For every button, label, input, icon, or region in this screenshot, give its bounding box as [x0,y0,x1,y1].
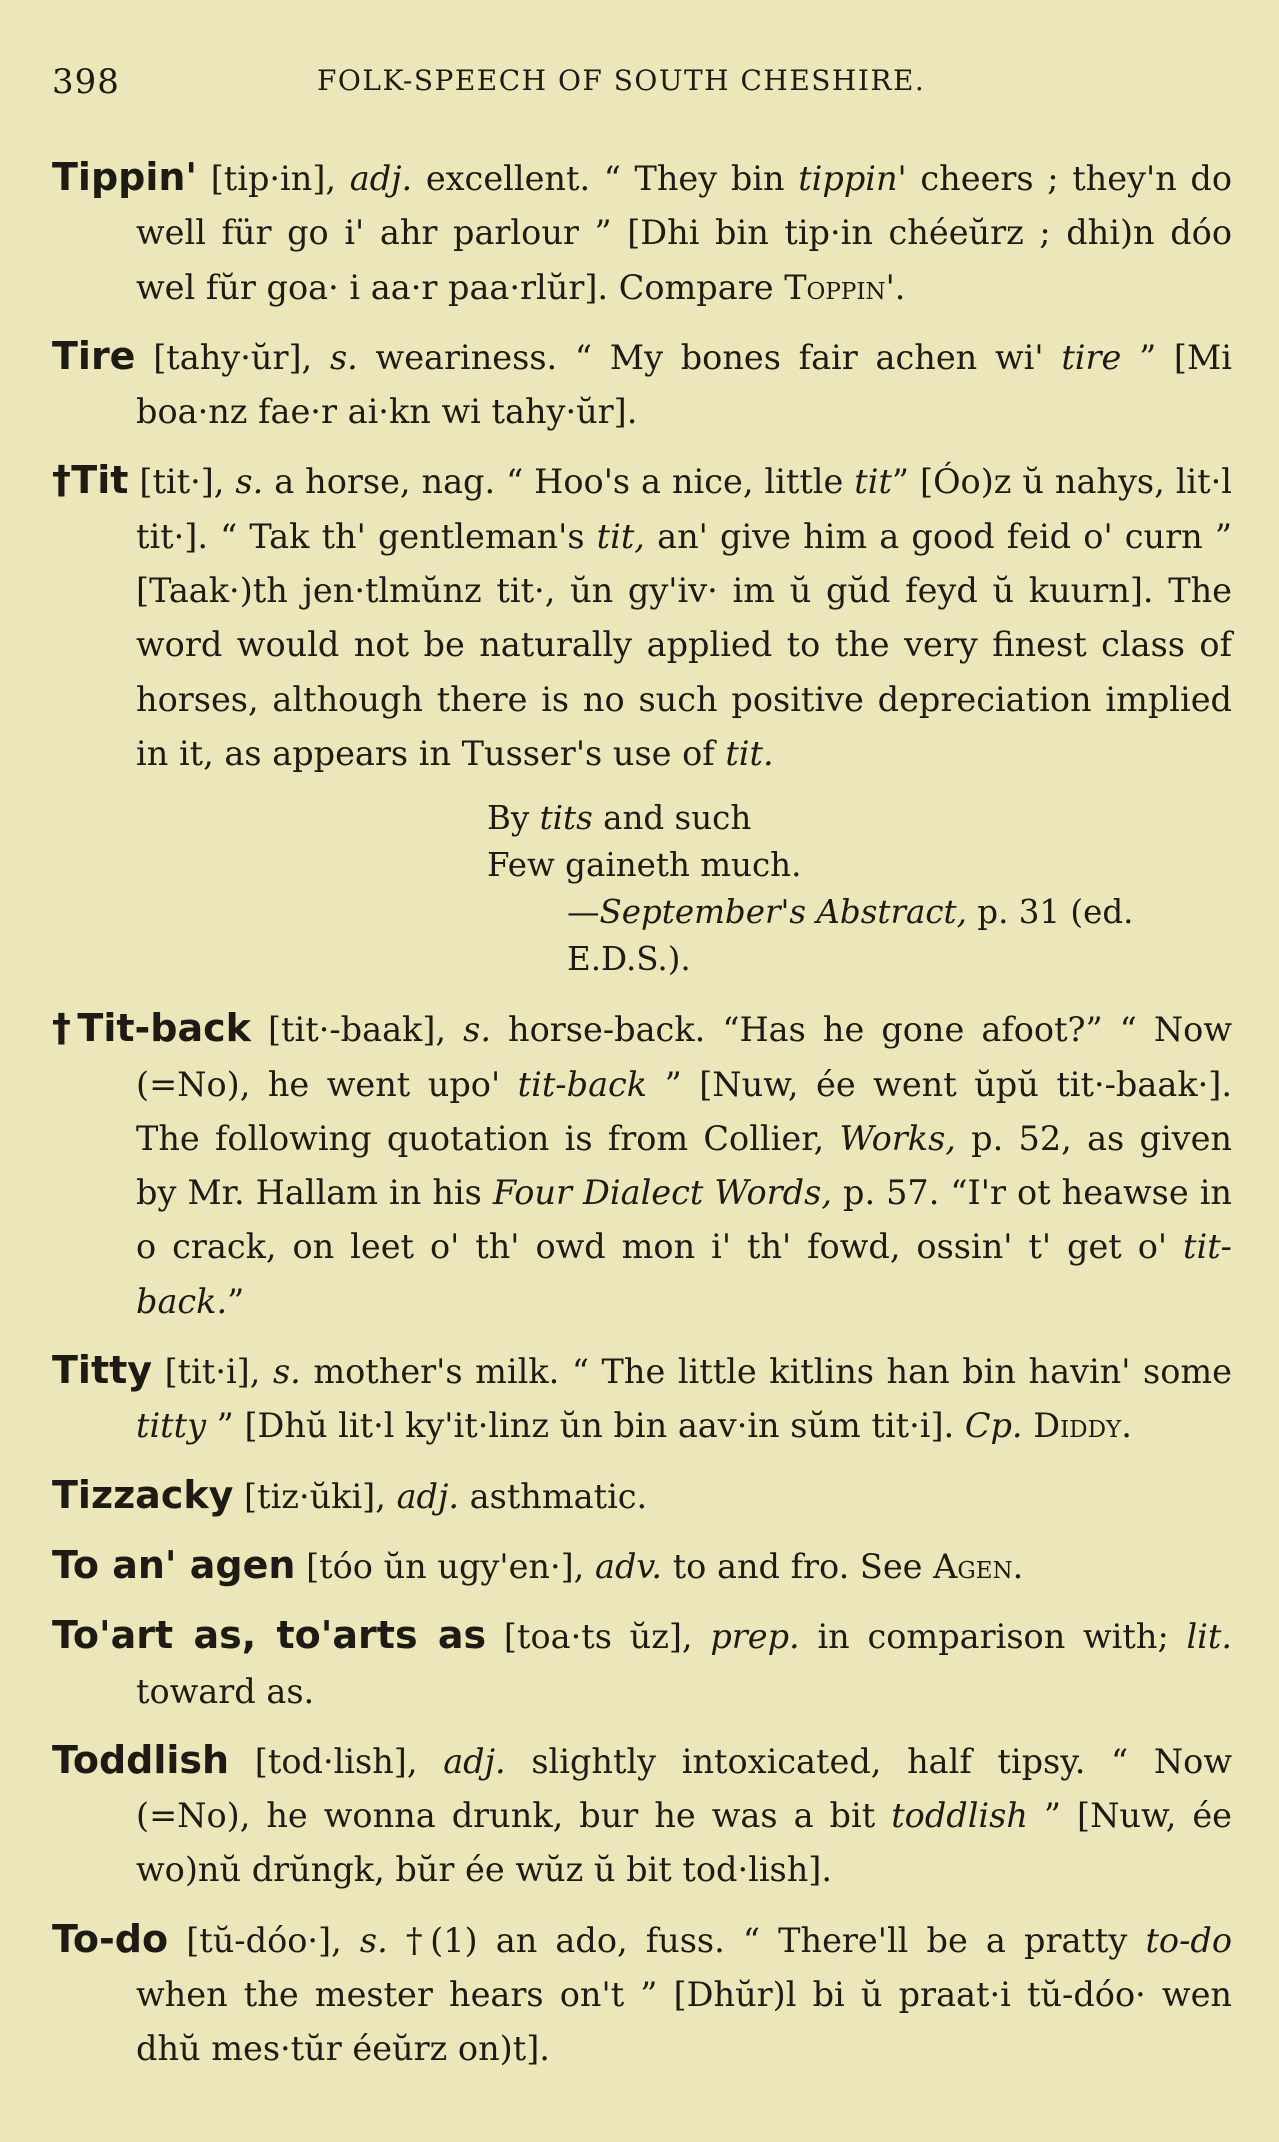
quoted-word: toddlish [891,1796,1028,1836]
dictionary-entries [52,150,1232,2091]
part-of-speech: s. [329,337,358,377]
pronunciation: [tóo ŭn ugy'en·], [306,1546,585,1586]
part-of-speech: adv. [595,1546,663,1586]
definition: †(1) an ado, fuss. “ There'll be a pratty [405,1920,1146,1960]
quoted-word: tit [854,462,892,502]
part-of-speech: adj. [349,159,413,198]
entry-toart-as [52,1608,1232,1719]
verse-line-1 [487,795,1232,842]
definition-cont: toward as. [136,1671,315,1711]
entry-tippin [52,150,1232,315]
quoted-word: tippin' [798,159,907,198]
pronunciation: [tod·lish], [254,1741,418,1781]
verse-source [487,889,1232,983]
definition-cont-2: an' give him a good feid o' curn ” [Taak·)th jen·tlmŭnz tit·, ŭn gy'iv· im ŭ gŭd feyd ŭ kuurn]. The word would not be naturally applied to the very finest class of horses, although there is no such positive depreciation implied in it, as appears in Tusser's use of [136,516,1232,773]
definition: in comparison with; [817,1617,1187,1657]
headword: To'art as, to'arts as [52,1613,487,1658]
literal-abbrev: lit. [1186,1617,1233,1657]
definition: slightly intoxicated, half tipsy. “ Now (=No), he wonna drunk, bur he was a bit [136,1741,1232,1836]
entry-to-an-agen [52,1538,1232,1594]
entry-tire [52,329,1232,440]
quoted-word-2: tit, [596,516,645,556]
verse-text: and such [592,799,752,838]
pronunciation: [tit·-baak], [267,1010,447,1050]
definition-cont-2: p. 52, as given by Mr. Hallam in his [136,1118,1232,1213]
entry-toddlish [52,1733,1232,1898]
definition: weariness. “ My bones fair achen wi' [375,337,1062,377]
cross-reference: Diddy [1033,1406,1122,1446]
headword: Tizzacky [52,1472,234,1517]
pronunciation: [tip·in], [210,159,337,198]
part-of-speech: s. [463,1010,491,1050]
tail-word: tit. [725,733,774,773]
pronunciation: [toa·ts ŭz], [503,1617,693,1657]
definition: a horse, nag. “ Hoo's a nice, little [274,462,855,502]
part-of-speech: s. [359,1920,388,1960]
definition-cont: ” [Nuw, ée wo)nŭ drŭngk, bŭr ée wŭz ŭ bit tod·lish]. [136,1796,1233,1890]
headword: To an' agen [52,1542,296,1587]
headword: Toddlish [52,1737,230,1782]
entry-tit-back [52,1001,1232,1329]
definition-cont: ” [Mi boa·nz fae·r ai·kn wi tahy·ŭr]. [136,337,1233,432]
pronunciation: [tŭ-dóo·], [186,1920,342,1960]
definition-cont: ” [Nuw, ée went ŭpŭ tit·-baak·]. The following quotation is from Collier, [136,1064,1232,1158]
definition-cont: ” [Dhŭ lit·l ky'it·linz ŭn bin aav·in sŭm tit·i]. [206,1406,965,1446]
entry-tizzacky [52,1468,1232,1524]
pronunciation: [tit·i], [164,1352,261,1392]
verse-text: By [487,799,540,838]
page-number: 398 [52,62,120,102]
punct: . [1012,1546,1024,1586]
headword: To-do [52,1916,169,1961]
punct: . [1121,1406,1132,1446]
work-title: Works, [839,1118,956,1158]
definition: mother's milk. “ The little kitlins han bin havin' some [313,1352,1232,1392]
part-of-speech: adj. [443,1741,506,1781]
source-ref: p. 31 (ed. E.D.S.). [567,893,1134,979]
part-of-speech: s. [272,1352,301,1392]
headword: Tippin' [52,155,198,199]
quoted-word: titty [136,1406,207,1446]
definition: asthmatic. [469,1476,648,1516]
headword: Tire [52,333,136,378]
punct: ” [227,1281,245,1321]
verse-line-2: Few gaineth much. [487,846,802,885]
verse-italic: tits [539,799,593,838]
source-title: September's Abstract, [599,893,967,932]
work-title-2: Four Dialect Words, [492,1173,832,1213]
compare-abbrev: Cp. [964,1406,1023,1446]
running-title: FOLK-SPEECH OF SOUTH CHESHIRE. [317,64,926,97]
cross-reference: Agen [933,1546,1013,1586]
quoted-word: to-do [1145,1920,1233,1960]
headword: †Tit [52,458,129,503]
dash: — [567,893,600,932]
definition-cont: when the mester hears on't ” [Dhŭr)l bi ŭ praat·i tŭ-dóo· wen dhŭ mes·tŭr éeŭrz on)t]. [136,1975,1232,2069]
definition-cont: ” [Óo)z ŭ nahys, lit·l tit·]. “ Tak th' gentleman's [136,462,1232,556]
cross-reference: Toppin' [784,267,895,307]
headword: †Tit-back [52,1006,251,1051]
entry-titty [52,1343,1232,1454]
quoted-word: tit-back [517,1064,648,1104]
pronunciation: [tit·], [139,462,225,502]
definition: excellent. “ They bin [425,159,799,198]
entry-tit [52,453,1232,781]
definition-cont: cheers ; they'n do well für go i' ahr parlour ” [Dhi bin tip·in chéeŭrz ; dhi)n dóo wel fŭr goa· i aa·r paa·rlŭr]. Compare [136,159,1233,307]
definition-cont-3: p. 57. “I'r ot heawse in o crack, on leet o' th' owd mon i' th' fowd, ossin' t' get o' [136,1173,1232,1267]
punct: . [894,267,906,307]
entry-to-do [52,1912,1232,2077]
headword: Titty [52,1348,153,1393]
definition: horse-back. “Has he gone afoot?” “ Now (=No), he went upo' [136,1010,1233,1104]
definition: to and fro. See [672,1546,934,1586]
part-of-speech: s. [235,462,264,502]
part-of-speech: prep. [710,1617,800,1657]
quoted-word: tire [1061,337,1122,377]
part-of-speech: adj. [396,1476,460,1516]
pronunciation: [tahy·ŭr], [153,337,313,377]
tail-word: tit-back. [136,1227,1232,1321]
verse-quotation [52,795,1232,983]
pronunciation: [tiz·ŭki], [244,1476,386,1516]
